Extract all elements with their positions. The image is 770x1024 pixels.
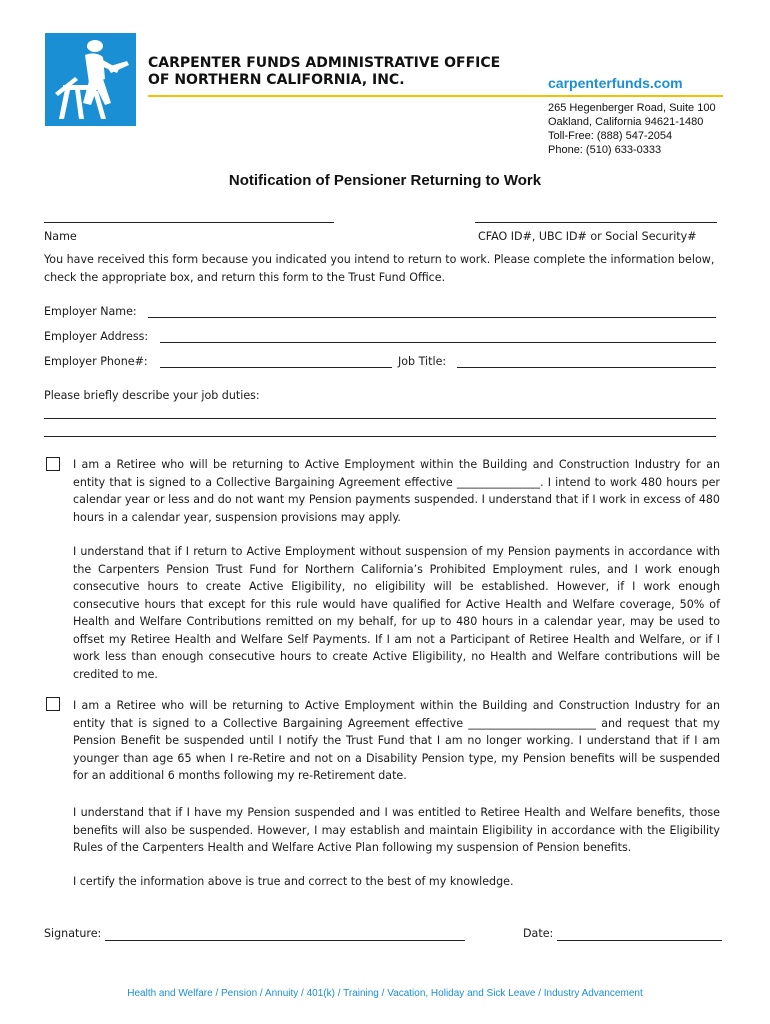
- job-title-field[interactable]: [457, 367, 716, 368]
- header-divider: [148, 95, 723, 97]
- date-field[interactable]: [557, 940, 722, 941]
- organization-name: [148, 55, 500, 89]
- employer-address-label: Employer Address:: [44, 330, 149, 343]
- employer-name-field[interactable]: [148, 317, 716, 318]
- id-field[interactable]: [475, 222, 717, 223]
- employer-address-field[interactable]: [160, 342, 716, 343]
- employer-phone-field[interactable]: [160, 367, 392, 368]
- option1-text: I am a Retiree who will be returning to Active Employment within the Building and Construction Industry for an entity that is signed to a Collective Bargaining Agreement effective _______________. I intend to work 480 hours per calendar year or less and do not want my Pension payments suspended. I understand that if I work in excess of 480 hours in a calendar year, suspension provisions may apply.: [73, 458, 720, 524]
- option2-details: I understand that if I have my Pension suspended and I was entitled to Retiree Health and Welfare benefits, those benefits will also be suspended. However, I may establish and maintain Eligibility in accordance with the Eligibility Rules of the Carpenters Health and Welfare Active Plan following my suspension of Pension benefits.: [73, 806, 720, 854]
- id-label: CFAO ID#, UBC ID# or Social Security#: [478, 230, 697, 243]
- phone-number: Phone: (510) 633-0333: [548, 144, 662, 156]
- employer-phone-label: Employer Phone#:: [44, 355, 148, 368]
- option1-details: I understand that if I return to Active Employment without suspension of my Pension payments in accordance with the Carpenters Pension Trust Fund for Northern California’s Prohibited Employment rules, and I work enough consecutive hours to create Active Eligibility, no eligibility will be established. However, if I work enough consecutive hours that except for this rule would have qualified for Active Health and Welfare coverage, 50% of Health and Welfare Contributions remitted on my behalf, for up to 480 hours in a calendar year, may be used to offset my Retiree Health and Welfare Self Payments. If I am not a Participant of Retiree Health and Welfare, or if I work less than enough consecutive hours to create Active Eligibility, no Health and Welfare contributions will be credited to me.: [73, 545, 720, 681]
- job-duties-label: Please briefly describe your job duties:: [44, 389, 260, 402]
- intro-text: You have received this form because you indicated you intend to return to work. Please complete the information below, check the appropriate box, and return this form to the Trust Fund Office.: [44, 253, 715, 284]
- job-title-label: Job Title:: [398, 355, 447, 368]
- address-street: 265 Hegenberger Road, Suite 100: [548, 102, 716, 114]
- certification-statement: I certify the information above is true and correct to the best of my knowledge.: [73, 875, 514, 888]
- employer-name-label: Employer Name:: [44, 305, 137, 318]
- address-city: Oakland, California 94621-1480: [548, 116, 704, 128]
- office-address: [548, 101, 716, 157]
- job-duties-line-2[interactable]: [44, 436, 716, 437]
- organization-name-line2: OF NORTHERN CALIFORNIA, INC.: [148, 72, 405, 88]
- footer-services: Health and Welfare / Pension / Annuity / 401(k) / Training / Vacation, Holiday and Sick Leave / Industry Advancement: [127, 988, 643, 999]
- carpenter-figure-icon: [45, 33, 136, 126]
- tollfree-number: Toll-Free: (888) 547-2054: [548, 130, 673, 142]
- date-label: Date:: [523, 927, 554, 940]
- signature-field[interactable]: [105, 940, 465, 941]
- organization-name-line1: CARPENTER FUNDS ADMINISTRATIVE OFFICE: [148, 55, 501, 71]
- option2-text: I am a Retiree who will be returning to Active Employment within the Building and Construction Industry for an entity that is signed to a Collective Bargaining Agreement effective _______________________ and request that my Pension Benefit be suspended until I notify the Trust Fund that I am no longer working. I understand that if I am younger than age 65 when I re-Retire and not on a Disability Pension type, my Pension benefits will be suspended for an additional 6 months following my re-Retirement date.: [73, 699, 720, 782]
- form-title: Notification of Pensioner Returning to Work: [228, 172, 542, 189]
- name-label: Name: [44, 230, 77, 243]
- option2-checkbox[interactable]: [46, 697, 60, 711]
- name-field[interactable]: [44, 222, 334, 223]
- job-duties-line-1[interactable]: [44, 418, 716, 419]
- website-link[interactable]: carpenterfunds.com: [548, 75, 683, 91]
- option1-checkbox[interactable]: [46, 457, 60, 471]
- carpenter-logo: [45, 33, 136, 126]
- signature-label: Signature:: [44, 927, 102, 940]
